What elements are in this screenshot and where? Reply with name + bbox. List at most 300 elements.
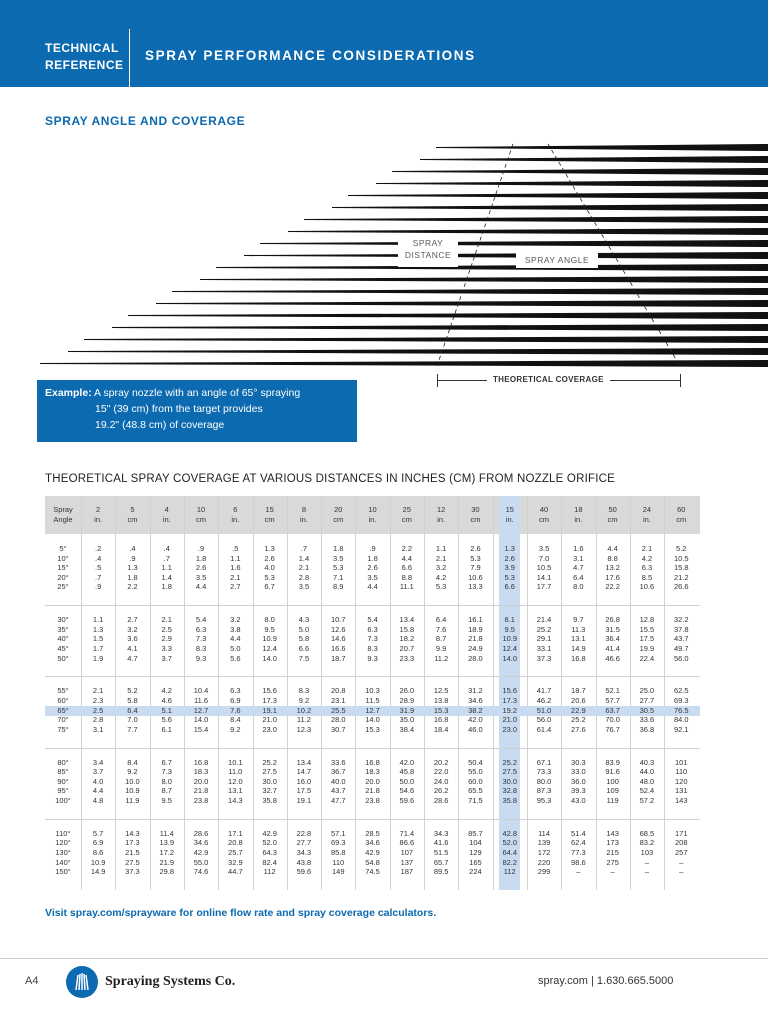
coverage-cell: 3.6 [127,634,138,644]
table-title: THEORETICAL SPRAY COVERAGE AT VARIOUS DISTANCES IN INCHES (CM) FROM NOZZLE ORIFICE [45,473,615,485]
coverage-cell: 11.4 [159,828,174,838]
spray-stripe [156,300,768,307]
coverage-cell: .7 [95,572,102,582]
coverage-cell: 1.9 [92,653,104,663]
coverage-cell: 91.6 [605,767,620,777]
theoretical-coverage-label: THEORETICAL COVERAGE [487,375,610,384]
coverage-cell: 33.0 [571,767,586,777]
coverage-cell: 2.1 [641,544,653,553]
coverage-cell: 3.5 [298,582,310,592]
coverage-cell: 14.6 [330,634,346,644]
coverage-cell: 4.4 [230,634,241,644]
coverage-cell: 3.7 [161,653,172,663]
spray-stripe [304,216,768,223]
spray-stripe [288,228,768,235]
coverage-cell: 17.6 [605,572,620,582]
coverage-cell: 18.9 [468,624,483,634]
coverage-cell: 2.7 [127,615,138,625]
coverage-cell: 5.2 [127,686,138,696]
coverage-cell: 68.5 [639,828,655,838]
coverage-cell: 14.3 [228,796,243,805]
coverage-cell: 9.2 [298,696,310,705]
coverage-cell: 52.1 [605,686,620,696]
coverage-cell: 257 [674,848,688,857]
coverage-cell: 51.4 [571,828,586,838]
coverage-cell: 29.8 [159,867,175,877]
coverage-cell: 37.8 [673,624,689,634]
header-line2: REFERENCE [45,58,124,72]
coverage-cell: 9.9 [435,644,447,653]
coverage-cell: 19.1 [262,705,277,715]
coverage-cell: – [576,867,581,877]
coverage-cell: 6.6 [401,563,413,573]
coverage-cell: 8.4 [127,757,138,767]
coverage-cell: 299 [537,867,551,877]
spray-angle-cell: 25° [57,582,69,592]
coverage-cell: 74.5 [365,867,380,877]
spray-angle-cell: 30° [57,615,69,625]
coverage-cell: 131 [674,786,688,796]
spray-stripe [244,252,768,259]
coverage-cell: 1.1 [161,563,172,573]
coverage-cell: 14.0 [193,715,209,725]
column-header: 5 cm [127,505,138,524]
coverage-cell: 1.8 [367,553,378,563]
coverage-cell: – [679,867,684,877]
column-header: 30 cm [470,505,481,524]
coverage-cell: 2.6 [195,563,207,573]
coverage-cell: 28.6 [193,828,209,838]
spray-angle-label: SPRAY ANGLE [516,252,598,268]
coverage-cell: 17.3 [125,838,140,848]
coverage-cell: 12.8 [639,615,655,625]
coverage-cell: 19.2 [502,705,518,715]
coverage-cell: 1.3 [92,624,104,634]
coverage-cell: 25.7 [228,848,243,857]
spray-angle-cell: 100° [55,796,71,805]
coverage-cell: 15.6 [502,686,518,696]
coverage-cell: 7.3 [195,634,207,644]
coverage-cell: 10.6 [468,572,483,582]
coverage-cell: 11.3 [571,624,586,634]
coverage-cell: 187 [400,867,414,877]
coverage-cell: 7.3 [161,767,172,777]
coverage-cell: 8.0 [264,615,275,625]
coverage-cell: 21.8 [193,786,209,796]
coverage-cell: 5.3 [504,572,515,582]
coverage-cell: 4.0 [264,563,275,573]
group-separator [45,819,700,820]
coverage-cell: 28.0 [330,715,346,725]
coverage-cell: 8.4 [230,715,241,725]
coverage-cell: 10.9 [262,634,277,644]
spray-stripe [420,156,768,163]
coverage-cell: 64.4 [502,848,518,857]
coverage-cell: 13.3 [468,582,483,592]
coverage-cell: 5.3 [333,563,344,573]
coverage-cell: 275 [606,857,619,867]
coverage-cell: 14.3 [125,828,140,838]
coverage-cell: 11.1 [399,582,414,592]
coverage-cell: 36.8 [639,724,655,734]
coverage-cell: 2.7 [230,582,241,592]
spray-angle-cell: 70° [57,715,69,725]
coverage-cell: 32.7 [262,786,277,796]
spray-diagram [0,138,768,373]
coverage-cell: 3.2 [230,615,241,625]
coverage-cell: 12.0 [228,776,243,786]
coverage-cell: 6.7 [264,582,275,592]
coverage-cell: 1.6 [573,544,584,553]
spray-angle-cell: 130° [55,848,71,857]
coverage-cell: 6.3 [641,563,653,573]
coverage-cell: 7.9 [470,563,481,573]
coverage-cell: 21.9 [159,857,175,867]
coverage-cell: 8.7 [161,786,172,796]
coverage-cell: 19.9 [639,644,655,653]
coverage-cell: 38.4 [399,724,415,734]
coverage-cell: 27.5 [502,767,518,777]
coverage-cell: 54.6 [399,786,415,796]
coverage-cell: 44.7 [228,867,243,877]
coverage-cell: 8.3 [298,686,310,696]
coverage-cell: 30.3 [571,757,586,767]
coverage-cell: 40.3 [639,757,655,767]
coverage-cell: 8.1 [504,615,515,625]
spray-stripe [200,276,768,283]
coverage-cell: 9.7 [573,615,584,625]
coverage-cell: 41.4 [605,644,620,653]
coverage-cell: 55.0 [193,857,209,867]
coverage-cell: 30.5 [639,705,655,715]
coverage-cell: 23.0 [502,724,518,734]
coverage-cell: 129 [469,848,482,857]
coverage-cell: 24.0 [433,776,449,786]
footer-contact: spray.com | 1.630.665.5000 [538,975,674,987]
coverage-cell: 114 [538,828,551,838]
coverage-cell: 46.2 [536,696,552,705]
coverage-cell: 85.7 [468,828,483,838]
coverage-cell: 17.3 [262,696,277,705]
coverage-cell: 1.1 [92,615,104,625]
coverage-cell: 17.7 [536,582,552,592]
coverage-cell: 15.3 [365,724,380,734]
coverage-cell: 89.5 [433,867,449,877]
coverage-cell: 9.2 [230,724,241,734]
coverage-cell: 6.6 [298,644,310,653]
coverage-cell: 83.2 [639,838,655,848]
coverage-cell: 2.1 [161,615,172,625]
coverage-cell: – [644,857,650,867]
coverage-cell: 14.0 [262,653,277,663]
coverage-cell: 23.0 [262,724,277,734]
coverage-cell: 9.3 [195,653,207,663]
coverage-cell: 43.0 [571,796,586,805]
coverage-cell: 42.0 [399,757,415,767]
coverage-cell: 18.7 [571,686,586,696]
coverage-cell: 109 [606,786,619,796]
group-separator [45,748,700,749]
coverage-cell: 28.6 [433,796,449,805]
coverage-cell: 173 [606,838,619,848]
spray-angle-cell: 120° [55,838,71,848]
column-header: Spray Angle [53,505,73,524]
coverage-cell: 21.0 [262,715,277,725]
coverage-cell: 2.5 [92,705,104,715]
coverage-cell: 52.4 [639,786,655,796]
coverage-cell: .4 [95,553,102,563]
coverage-cell: 67.1 [536,757,552,767]
coverage-cell: 10.3 [365,686,380,696]
coverage-cell: 9.5 [264,624,275,634]
coverage-cell: 10.9 [90,857,106,867]
coverage-cell: 5.0 [298,624,310,634]
coverage-cell: 20.2 [433,757,449,767]
coverage-cell: 46.0 [468,724,483,734]
coverage-cell: 30.0 [262,776,277,786]
coverage-cell: 43.8 [296,857,312,867]
example-box [37,380,357,442]
column-header: 10 cm [196,505,207,524]
coverage-cell: 87.3 [536,786,552,796]
coverage-cell: 20.7 [399,644,415,653]
coverage-cell: 4.8 [92,796,104,805]
coverage-cell: 95.3 [536,796,552,805]
coverage-cell: 82.2 [502,857,518,867]
coverage-cell: 11.2 [296,715,311,725]
sprayware-link[interactable]: Visit spray.com/sprayware for online flow rate and spray coverage calculators. [45,907,437,919]
coverage-cell: 15.8 [673,563,689,573]
coverage-cell: 4.4 [195,582,207,592]
coverage-cell: 4.2 [435,572,447,582]
coverage-cell: 3.5 [195,572,207,582]
coverage-cell: 17.2 [159,848,175,857]
coverage-cell: 12.4 [502,644,518,653]
coverage-cell: 3.4 [92,757,104,767]
coverage-cell: 21.2 [673,572,689,582]
coverage-cell: 13.1 [228,786,243,796]
coverage-cell: 10.1 [228,757,243,767]
coverage-cell: 21.5 [125,848,140,857]
spray-angle-cell: 80° [57,757,69,767]
coverage-cell: 82.4 [262,857,277,867]
spray-angle-cell: 5° [59,544,67,553]
coverage-cell: 84.0 [673,715,689,725]
header-line1: TECHNICAL [45,41,119,55]
coverage-cell: 36.4 [605,634,620,644]
coverage-cell: 9.2 [127,767,138,777]
coverage-cell: 23.3 [399,653,415,663]
coverage-cell: 4.0 [92,776,104,786]
coverage-cell: 65.7 [433,857,449,867]
coverage-cell: 4.2 [161,686,172,696]
coverage-cell: 2.1 [435,553,447,563]
coverage-cell: 15.3 [433,705,449,715]
coverage-cell: 18.4 [433,724,449,734]
coverage-cell: .4 [163,544,170,553]
coverage-cell: 4.4 [92,786,104,796]
coverage-cell: 15.4 [193,724,209,734]
coverage-cell: 28.9 [399,696,415,705]
coverage-cell: 98.6 [571,857,586,867]
coverage-cell: 7.6 [230,705,241,715]
coverage-cell: 27.5 [262,767,277,777]
coverage-cell: 25.2 [536,624,552,634]
coverage-cell: 5.6 [230,653,241,663]
header-divider [129,29,130,87]
coverage-cell: 6.9 [92,838,104,848]
coverage-cell: .9 [197,544,205,553]
coverage-cell: 64.3 [262,848,277,857]
coverage-cell: 73.3 [536,767,552,777]
coverage-cell: 10.6 [639,582,655,592]
coverage-cell: 6.4 [573,572,584,582]
coverage-cell: 139 [537,838,551,848]
coverage-cell: 22.9 [571,705,586,715]
coverage-cell: 17.1 [228,828,243,838]
coverage-cell: 51.0 [536,705,552,715]
coverage-cell: 143 [674,796,688,805]
coverage-cell: 10.5 [536,563,552,573]
coverage-cell: 11.2 [434,653,449,663]
coverage-cell: 3.2 [127,624,138,634]
coverage-cell: 56.0 [673,653,689,663]
coverage-cell: 69.3 [330,838,346,848]
coverage-cell: 63.7 [605,705,620,715]
spray-angle-cell: 50° [57,653,69,663]
coverage-cell: 171 [674,828,688,838]
coverage-cell: .5 [95,563,102,573]
coverage-cell: 1.4 [161,572,172,582]
coverage-cell: 8.8 [607,553,618,563]
coverage-cell: 1.6 [230,563,241,573]
coverage-cell: 220 [537,857,551,867]
coverage-cell: 1.5 [92,634,104,644]
coverage-cell: 8.8 [401,572,413,582]
coverage-cell: 74.6 [193,867,209,877]
coverage-cell: 16.1 [468,615,483,625]
coverage-cell: 36.0 [571,776,586,786]
coverage-cell: 6.3 [195,624,207,634]
coverage-cell: 14.9 [571,644,586,653]
coverage-cell: 12.5 [433,686,449,696]
coverage-table [45,496,700,890]
coverage-cell: 8.3 [367,644,378,653]
coverage-cell: 21.0 [502,715,518,725]
coverage-cell: 27.6 [571,724,586,734]
coverage-cell: 23.8 [193,796,209,805]
coverage-tick-right [680,374,681,387]
coverage-cell: 119 [606,796,619,805]
coverage-cell: 10.9 [502,634,518,644]
coverage-cell: 61.4 [536,724,552,734]
coverage-cell: 16.6 [330,644,346,653]
coverage-cell: 14.1 [536,572,552,582]
coverage-cell: 5.3 [470,553,481,563]
spray-stripe [436,144,768,151]
coverage-cell: 18.7 [330,653,346,663]
spray-angle-cell: 40° [57,634,69,644]
coverage-cell: 43.7 [330,786,346,796]
coverage-cell: 16.8 [571,653,586,663]
coverage-cell: 11.9 [125,796,140,805]
coverage-cell: 13.9 [159,838,175,848]
coverage-cell: 5.7 [92,828,104,838]
coverage-cell: 15.6 [262,686,277,696]
coverage-cell: 41.6 [433,838,449,848]
coverage-cell: 18.2 [399,634,415,644]
company-name: Spraying Systems Co. [105,974,236,989]
coverage-cell: 7.0 [538,553,550,563]
coverage-cell: 4.1 [127,644,138,653]
example-line3: 19.2" (48.8 cm) of coverage [95,419,225,431]
coverage-cell: 46.6 [605,653,620,663]
coverage-cell: 110 [675,767,688,777]
coverage-cell: 1.1 [435,544,447,553]
coverage-cell: 4.4 [367,582,378,592]
coverage-cell: 70.0 [605,715,620,725]
coverage-cell: 15.5 [639,624,655,634]
coverage-cell: 3.1 [573,553,584,563]
coverage-cell: 26.6 [673,582,689,592]
coverage-cell: 137 [400,857,414,867]
coverage-cell: 34.3 [433,828,449,838]
coverage-cell: 29.1 [536,634,552,644]
coverage-cell: 16.8 [193,757,209,767]
spray-angle-cell: 140° [55,857,71,867]
coverage-cell: 6.7 [161,757,172,767]
coverage-cell: 7.1 [333,572,344,582]
coverage-cell: 4.2 [641,553,653,563]
coverage-cell: 1.8 [333,544,344,553]
coverage-cell: 13.4 [399,615,415,625]
example-label: Example: [45,387,92,399]
spray-stripe [260,240,768,247]
coverage-cell: 37.3 [125,867,140,877]
coverage-cell: 25.2 [262,757,277,767]
coverage-cell: 69.3 [673,696,689,705]
coverage-cell: 31.2 [468,686,483,696]
coverage-cell: 30.7 [330,724,346,734]
coverage-cell: 18.3 [365,767,380,777]
column-header: 6 in. [231,505,240,524]
coverage-cell: .9 [129,553,136,563]
coverage-cell: 33.6 [639,715,655,725]
coverage-cell: 8.3 [195,644,207,653]
coverage-cell: 103 [640,848,654,857]
coverage-cell: 6.9 [230,696,241,705]
coverage-cell: 2.9 [161,634,172,644]
coverage-cell: 37.3 [536,653,552,663]
coverage-cell: 44.0 [639,767,655,777]
coverage-cell: 62.4 [571,838,586,848]
coverage-cell: 34.6 [365,838,380,848]
coverage-cell: 24.9 [468,644,483,653]
coverage-cell: 224 [469,867,482,877]
coverage-cell: 20.0 [365,776,380,786]
coverage-cell: 17.3 [502,696,518,705]
coverage-cell: 172 [537,848,551,857]
coverage-cell: 55.0 [468,767,483,777]
coverage-cell: 1.3 [127,563,138,573]
coverage-cell: 92.1 [673,724,689,734]
coverage-cell: 21.8 [365,786,380,796]
coverage-cell: 80.0 [536,776,552,786]
coverage-cell: 52.0 [502,838,518,848]
technical-reference-label [45,40,124,74]
coverage-cell: 3.9 [504,563,515,573]
coverage-cell: 23.8 [365,796,380,805]
